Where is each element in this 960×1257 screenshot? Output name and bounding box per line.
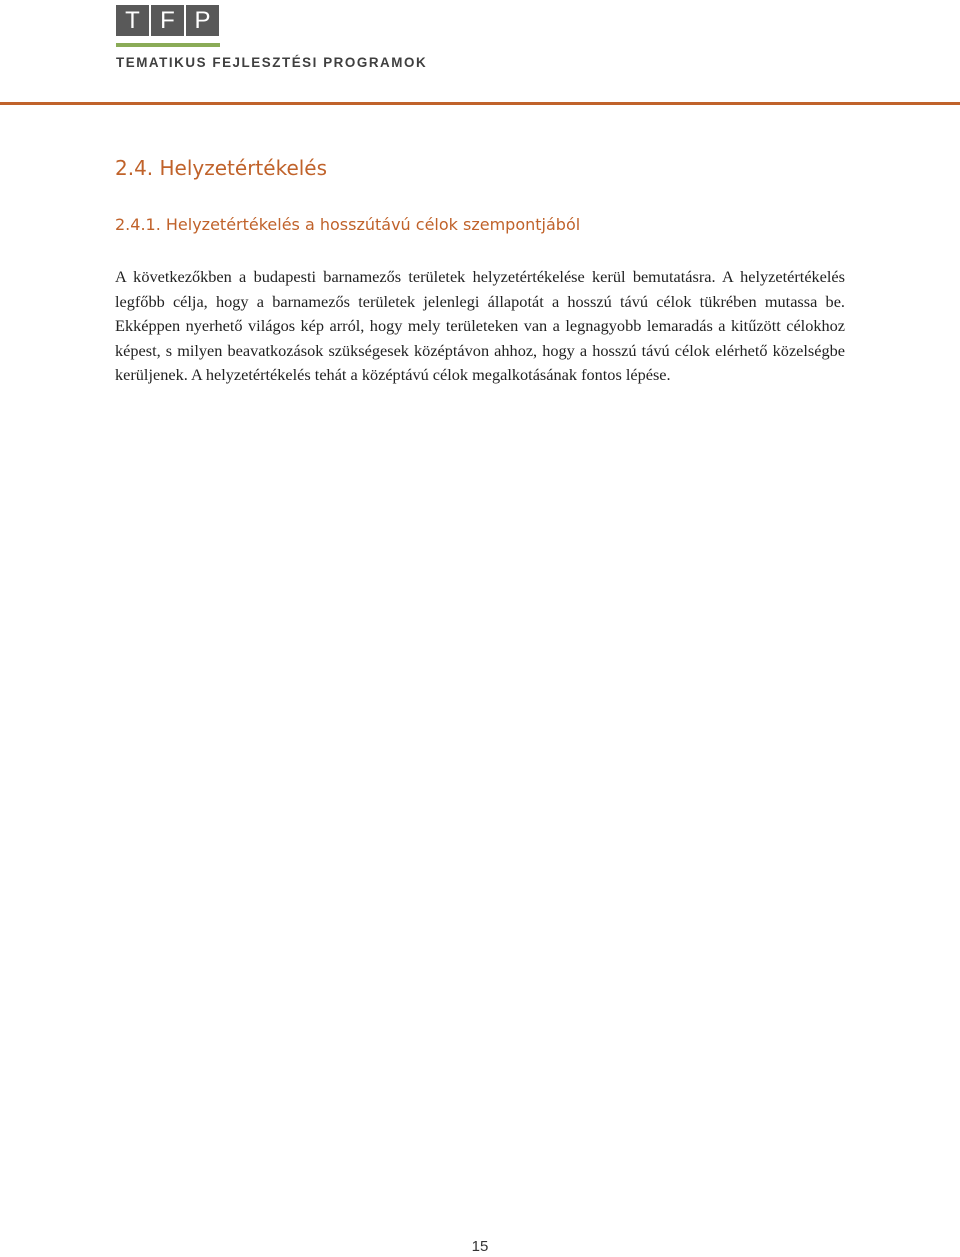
logo-letter-p: P [186,5,219,36]
logo-tagline: TEMATIKUS FEJLESZTÉSI PROGRAMOK [116,55,428,70]
logo-letter-boxes [116,5,461,36]
subsection-heading: 2.4.1. Helyzetértékelés a hosszútávú célok szempontjából [115,215,581,234]
header-divider [0,102,960,105]
body-paragraph: A következőkben a budapesti barnamezős területek helyzetértékelése kerül bemutatásra. A helyzetértékelés legfőbb célja, hogy a barnamezős területek jelenlegi állapotát a hosszú távú célok tükrében mutassa be. Ekképpen nyerhető világos kép arról, hogy mely területeken van a legnagyobb lemaradás a kitűzött célokhoz képest, s milyen beavatkozások szükségesek középtávon ahhoz, hogy a hosszú távú célok elérhető közelségbe kerüljenek. A helyzetértékelés tehát a középtávú célok megalkotásának fontos lépése. [115,267,845,384]
page-number: 15 [471,1238,489,1255]
section-heading: 2.4. Helyzetértékelés [115,156,328,180]
logo-green-rule [116,43,220,47]
logo-letter-f: F [151,5,184,36]
tfp-logo [116,5,461,70]
logo-letter-t: T [116,5,149,36]
